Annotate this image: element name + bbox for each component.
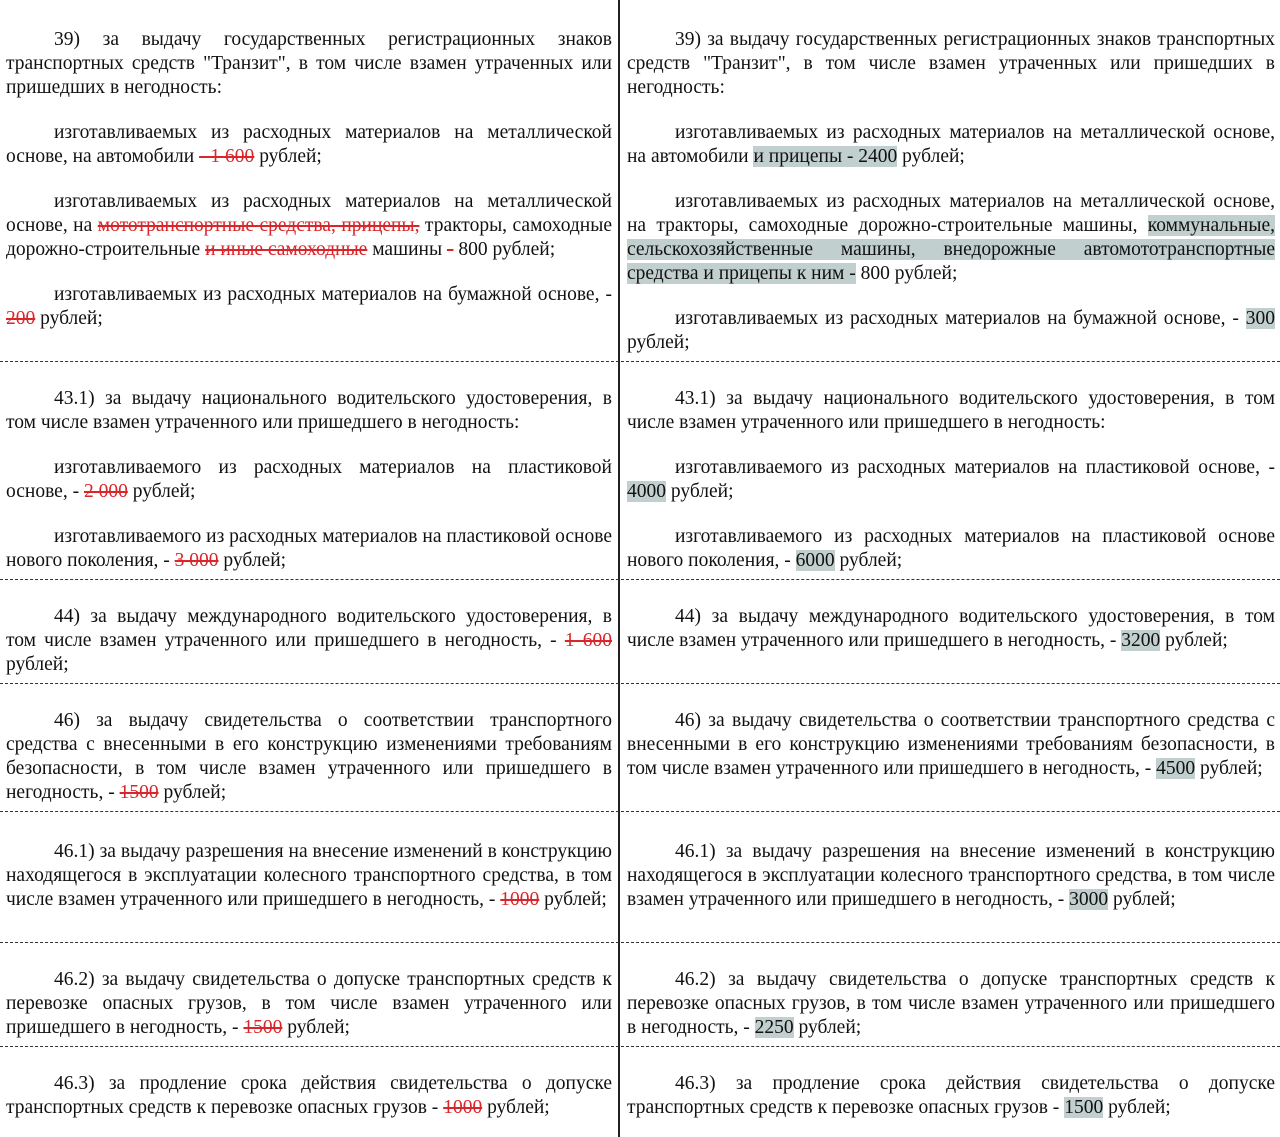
highlighted-text: 2250 [754, 1017, 794, 1038]
paragraph [627, 968, 1275, 1040]
deleted-text: - [446, 239, 454, 260]
deleted-text: 1000 [443, 1097, 483, 1118]
paragraph [6, 456, 612, 504]
row-separator [0, 579, 1280, 580]
paragraph [627, 307, 1275, 355]
paragraph [6, 190, 612, 262]
text: 44) за выдачу международного водительского удостоверения, в том числе взамен утраченного или пришедшего в негодность, - [627, 606, 1275, 651]
column-divider [618, 0, 620, 1137]
text: 46.2) за выдачу свидетельства о допуске транспортных средств к перевозке опасных грузов, в том числе взамен утраченного или пришедшего в негодность, - [627, 969, 1275, 1038]
old-text-item-46-2 [6, 968, 612, 1040]
highlighted-text: 6000 [795, 550, 835, 571]
paragraph [6, 525, 612, 573]
paragraph [627, 121, 1275, 169]
deleted-text: 2 000 [83, 481, 128, 502]
text: изготавливаемого из расходных материалов на пластиковой основе, - [675, 457, 1275, 478]
text: изготавливаемых из расходных материалов на бумажной основе, - [54, 284, 612, 305]
text: 46.3) за продление срока действия свидетельства о допуске транспортных средств к перевозке опасных грузов - [627, 1073, 1275, 1118]
paragraph [627, 709, 1275, 781]
paragraph [6, 840, 612, 912]
highlighted-text: 1500 [1064, 1097, 1104, 1118]
deleted-text: мототранспортные средства, прицепы, [97, 215, 420, 236]
text: 46) за выдачу свидетельства о соответствии транспортного средства с внесенными в его конструкцию изменениями требованиям безопасности, в том числе взамен утраченного или пришедшего в негодность, - [627, 710, 1275, 779]
new-text-item-44 [627, 605, 1275, 653]
highlighted-text: 300 [1245, 308, 1275, 329]
row-separator [0, 1046, 1280, 1047]
deleted-text: 1000 [500, 889, 540, 910]
text: тракторы, самоходные дорожно-строительные [6, 215, 612, 260]
text: рублей; [218, 550, 287, 571]
text: рублей; [127, 481, 196, 502]
text: рублей; [897, 146, 965, 167]
row-separator [0, 683, 1280, 684]
deleted-text: - 1 600 [199, 146, 255, 167]
deleted-text: 200 [6, 308, 36, 329]
highlighted-text: коммунальные, сельскохозяйственные машины, внедорожные автомототранспортные средства и прицепы к ним - [627, 215, 1275, 284]
text: 46.2) за выдачу свидетельства о допуске транспортных средств к перевозке опасных грузов, в том числе взамен утраченного или пришедшего в негодность, - [6, 969, 612, 1038]
paragraph: 43.1) за выдачу национального водительского удостоверения, в том числе взамен утраченного или пришедшего в негодность: [627, 388, 1275, 433]
text: изготавливаемых из расходных материалов на бумажной основе, - [675, 308, 1246, 329]
highlighted-text: 3200 [1121, 630, 1161, 651]
deleted-text: 1500 [119, 782, 159, 803]
text: изготавливаемых из расходных материалов на металлической основе, на автомобили [627, 122, 1275, 167]
text: рублей; [1103, 1097, 1171, 1118]
text: 46.1) за выдачу разрешения на внесение изменений в конструкцию находящегося в эксплуатации колесного транспортного средства, в том числе взамен утраченного или пришедшего в негодность, - [6, 841, 612, 910]
paragraph [627, 190, 1275, 286]
text: 800 рублей; [453, 239, 556, 260]
old-text-item-46-1 [6, 840, 612, 912]
text: рублей; [666, 481, 734, 502]
paragraph [627, 840, 1275, 912]
highlighted-text: 4000 [627, 481, 666, 502]
text: 46.1) за выдачу разрешения на внесение изменений в конструкцию находящегося в эксплуатации колесного транспортного средства, в том числе взамен утраченного или пришедшего в негодность, - [627, 841, 1275, 910]
old-text-item-46 [6, 709, 612, 805]
old-text-item-39 [6, 28, 612, 331]
text: 46.3) за продление срока действия свидетельства о допуске транспортных средств к перевозке опасных грузов - [6, 1073, 612, 1118]
paragraph [627, 1072, 1275, 1120]
paragraph [6, 605, 612, 677]
paragraph [627, 525, 1275, 573]
old-text-item-46-3 [6, 1072, 612, 1120]
paragraph [627, 456, 1275, 504]
paragraph: 39) за выдачу государственных регистрационных знаков транспортных средств "Транзит", в том числе взамен утраченных или пришедших в негодность: [627, 29, 1275, 98]
deleted-text: и иные самоходные [205, 239, 368, 260]
paragraph [627, 605, 1275, 653]
text: рублей; [158, 782, 227, 803]
highlighted-text: 4500 [1156, 758, 1196, 779]
text: рублей; [1108, 889, 1176, 910]
text: рублей; [1160, 630, 1228, 651]
text: изготавливаемого из расходных материалов на пластиковой основе нового поколения, - [6, 526, 612, 571]
text: рублей; [1195, 758, 1263, 779]
paragraph [6, 709, 612, 805]
new-text-item-43-1 [627, 387, 1275, 573]
paragraph [6, 121, 612, 169]
deleted-text: 3 000 [174, 550, 219, 571]
text: изготавливаемых из расходных материалов на металлической основе, на автомобили [6, 122, 612, 167]
text: рублей; [6, 654, 69, 675]
new-text-item-39 [627, 28, 1275, 355]
text: изготавливаемых из расходных материалов на металлической основе, на [6, 191, 612, 236]
text: 800 рублей; [855, 263, 958, 284]
text: рублей; [254, 146, 322, 167]
text: 44) за выдачу международного водительского удостоверения, в том числе взамен утраченного или пришедшего в негодность, - [6, 606, 612, 651]
highlighted-text: и прицепы - 2400 [753, 146, 898, 167]
deleted-text: 1 600 [564, 630, 613, 651]
text: изготавливаемого из расходных материалов на пластиковой основе, - [6, 457, 612, 502]
row-separator [0, 361, 1280, 362]
text: рублей; [282, 1017, 350, 1038]
old-text-item-44 [6, 605, 612, 677]
paragraph: 39) за выдачу государственных регистрационных знаков транспортных средств "Транзит", в том числе взамен утраченных или пришедших в негодность: [6, 29, 612, 98]
row-separator [0, 811, 1280, 812]
text: 46) за выдачу свидетельства о соответствии транспортного средства с внесенными в его конструкцию изменениями требованиям безопасности, в том числе взамен утраченного или пришедшего в негодность, - [6, 710, 612, 803]
text: изготавливаемого из расходных материалов на пластиковой основе нового поколения, - [627, 526, 1275, 571]
text: рублей; [834, 550, 903, 571]
new-text-item-46-2 [627, 968, 1275, 1040]
new-text-item-46-1 [627, 840, 1275, 912]
new-text-item-46 [627, 709, 1275, 781]
row-separator [0, 942, 1280, 943]
paragraph [6, 1072, 612, 1120]
text: рублей; [35, 308, 103, 329]
text: рублей; [482, 1097, 550, 1118]
text: изготавливаемых из расходных материалов на металлической основе, на тракторы, самоходные дорожно-строительные машины, [627, 191, 1275, 236]
deleted-text: 1500 [243, 1017, 283, 1038]
text: рублей; [793, 1017, 862, 1038]
old-text-item-43-1 [6, 387, 612, 573]
text: машины [367, 239, 447, 260]
paragraph [6, 968, 612, 1040]
highlighted-text: 3000 [1069, 889, 1109, 910]
paragraph [6, 283, 612, 331]
paragraph: 43.1) за выдачу национального водительского удостоверения, в том числе взамен утраченного или пришедшего в негодность: [6, 388, 612, 433]
text: рублей; [539, 889, 607, 910]
text: рублей; [627, 332, 690, 353]
new-text-item-46-3 [627, 1072, 1275, 1120]
